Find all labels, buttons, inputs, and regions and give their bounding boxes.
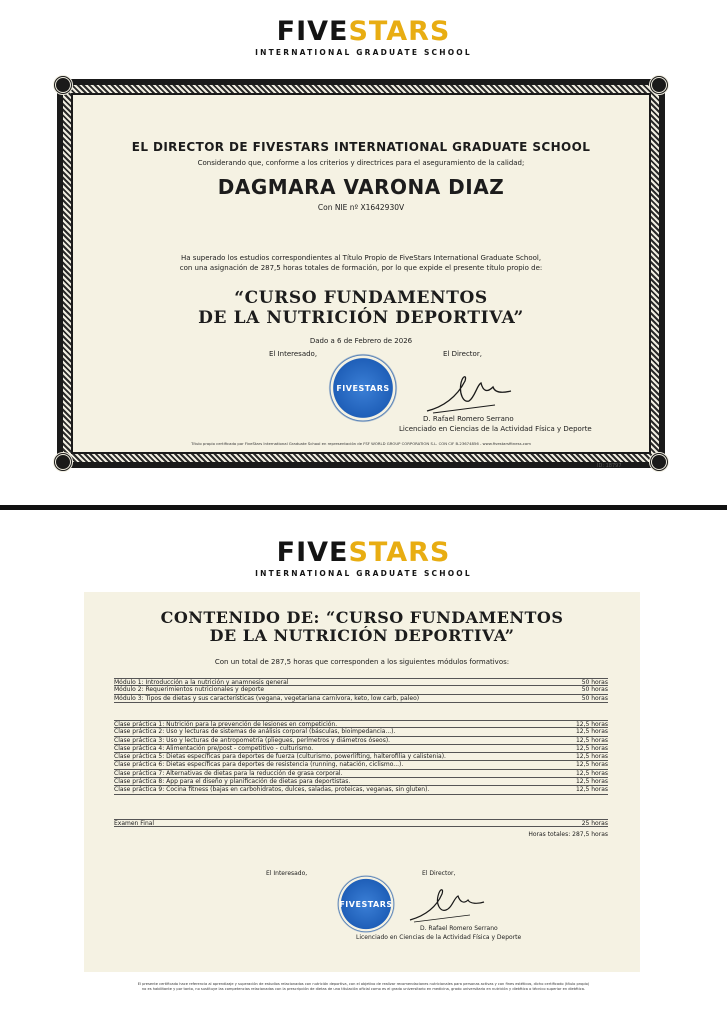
row-name: Clase práctica 5: Dietas específicas para deportes de fuerza (culturismo, powerlifting, halterofilia y calistenia). <box>114 753 446 761</box>
director-signature-icon <box>406 882 486 924</box>
contents-footer-line-1: El presente certificado hace referencia al aprendizaje y superación de estudios relacionados con nutrición deportiva, con el objetivo de realizar recomendaciones nutricionales para personas activas y con fines estéticos, dicho certificado (título propio) <box>137 982 590 986</box>
course-title-line-2: DE LA NUTRICIÓN DEPORTIVA” <box>198 308 524 328</box>
director-title: Licenciado en Ciencias de la Actividad Física y Deporte <box>399 425 592 433</box>
exam-table <box>114 819 608 827</box>
table-row <box>114 753 608 761</box>
row-name: Clase práctica 2: Uso y lecturas de sistemas de análisis corporal (básculas, bioimpedancia...). <box>114 728 396 736</box>
page-separator <box>0 505 727 510</box>
table-row <box>114 786 608 794</box>
row-name: Clase práctica 6: Dietas específicas para deportes de resistencia (running, natación, ciclismo...). <box>114 761 404 769</box>
certificate-paragraph <box>73 253 649 273</box>
row-name: Módulo 2: Requerimientos nutricionales y deporte <box>114 686 265 694</box>
fivestars-logo <box>0 538 727 578</box>
row-hours: 12,5 horas <box>575 769 608 777</box>
contents-title-line-2: DE LA NUTRICIÓN DEPORTIVA” <box>209 626 515 645</box>
row-hours: 50 horas <box>581 679 608 686</box>
course-title-line-1: “CURSO FUNDAMENTOS <box>234 288 488 308</box>
certificate-heading: EL DIRECTOR DE FIVESTARS INTERNATIONAL GRADUATE SCHOOL <box>131 140 591 154</box>
logo-five: FIVE <box>276 537 349 568</box>
certificate-considering: Considerando que, conforme a los criterios y directrices para el aseguramiento de la calidad; <box>197 159 525 167</box>
table-row <box>114 761 608 769</box>
table-row <box>114 737 608 745</box>
row-hours: 12,5 horas <box>575 753 608 761</box>
row-name: Módulo 1: Introducción a la nutrición y anamnesis general <box>114 679 289 686</box>
paragraph-line-2: con una asignación de 287,5 horas totales de formación, por lo que expide el presente título propio de: <box>179 264 543 272</box>
interested-label: El Interesado, <box>266 870 308 877</box>
row-name: Clase práctica 1: Nutrición para la prevención de lesiones en competición. <box>114 721 338 728</box>
director-signature-icon <box>423 367 513 417</box>
row-hours: 50 horas <box>581 686 608 694</box>
fivestars-logo <box>0 17 727 57</box>
director-name: D. Rafael Romero Serrano <box>423 415 514 423</box>
row-name: Módulo 3: Tipos de dietas y sus características (vegana, vegetariana carnívora, keto, low carb, paleo) <box>114 694 420 702</box>
table-row <box>114 686 608 694</box>
certificate-id: ID: 18797 <box>597 463 622 469</box>
course-title <box>73 288 649 328</box>
row-name: Examen Final <box>114 820 155 827</box>
modules-table <box>114 678 608 703</box>
logo-stars: STARS <box>348 537 451 568</box>
corner-ornament-icon <box>53 452 73 472</box>
director-label: El Director, <box>443 350 482 358</box>
table-row <box>114 720 608 728</box>
logo-subtitle: INTERNATIONAL GRADUATE SCHOOL <box>255 48 472 57</box>
director-name: D. Rafael Romero Serrano <box>420 925 498 932</box>
row-hours: 12,5 horas <box>575 778 608 786</box>
table-row <box>114 678 608 686</box>
total-hours: Horas totales: 287,5 horas <box>528 831 608 838</box>
contents-footer-line-2: no es habilitante y por tanto, no sustituye las competencias relacionadas con la prescripción de dietas de una titulación oficial como es el grado universitario en medicina, grado universitario en nutrición y dietética o técnico superior en dietética. <box>141 987 586 991</box>
row-hours: 12,5 horas <box>575 728 608 736</box>
contents-intro: Con un total de 287,5 horas que corresponden a los siguientes módulos formativos: <box>214 658 510 666</box>
table-row <box>114 778 608 786</box>
paragraph-line-1: Ha superado los estudios correspondientes al Título Propio de FiveStars International Graduate School, <box>180 254 542 262</box>
certificate-body <box>71 93 651 454</box>
corner-ornament-icon <box>53 75 73 95</box>
row-name: Clase práctica 9: Cocina fitness (bajas en carbohidratos, dulces, saladas, proteicas, veganas, sin gluten). <box>114 786 430 794</box>
contents-footer <box>40 982 687 992</box>
seal-text: FIVESTARS <box>339 899 393 909</box>
table-row <box>114 770 608 778</box>
row-hours: 12,5 horas <box>575 761 608 769</box>
seal-text: FIVESTARS <box>336 383 390 393</box>
table-row <box>114 695 608 703</box>
school-seal-icon <box>325 350 401 426</box>
row-name: Clase práctica 4: Alimentación pre/post - competitivo - culturismo. <box>114 744 314 752</box>
corner-ornament-icon <box>649 452 669 472</box>
director-label: El Director, <box>422 870 456 877</box>
certificate-footer: Título propio certificado por FiveStars International Graduate School en representación de FSF WORLD GROUP CORPORATION S.L. CON CIF B-23674856 - www.fivestarsfitness.com <box>191 441 531 446</box>
table-row <box>114 745 608 753</box>
row-hours: 12,5 horas <box>575 736 608 744</box>
logo-subtitle: INTERNATIONAL GRADUATE SCHOOL <box>255 569 472 578</box>
issue-date: Dado a 6 de Febrero de 2026 <box>309 337 413 345</box>
corner-ornament-icon <box>649 75 669 95</box>
interested-label: El Interesado, <box>269 350 318 358</box>
school-seal-icon <box>334 872 398 936</box>
row-hours: 12,5 horas <box>575 786 608 794</box>
logo-five: FIVE <box>276 16 349 47</box>
row-name: Clase práctica 8: App para el diseño y planificación de dietas para deportistas. <box>114 778 351 786</box>
certificate-frame <box>57 79 665 468</box>
contents-title-line-1: CONTENIDO DE: “CURSO FUNDAMENTOS <box>160 608 564 627</box>
row-hours: 12,5 horas <box>575 744 608 752</box>
row-hours: 50 horas <box>581 694 608 702</box>
student-name: DAGMARA VARONA DIAZ <box>217 175 505 199</box>
row-hours: 12,5 horas <box>575 721 608 728</box>
row-name: Clase práctica 3: Uso y lecturas de antropometría (pliegues, perímetros y diámetros óseos). <box>114 736 391 744</box>
student-nie: Con NIE nº X1642930V <box>317 203 405 212</box>
row-hours: 25 horas <box>581 820 608 827</box>
classes-table <box>114 720 608 795</box>
contents-page <box>84 592 640 972</box>
director-title: Licenciado en Ciencias de la Actividad Física y Deporte <box>356 934 522 941</box>
table-row <box>114 819 608 827</box>
row-name: Clase práctica 7: Alternativas de dietas para la reducción de grasa corporal. <box>114 769 343 777</box>
logo-stars: STARS <box>348 16 451 47</box>
table-row <box>114 728 608 736</box>
contents-title <box>84 609 640 645</box>
